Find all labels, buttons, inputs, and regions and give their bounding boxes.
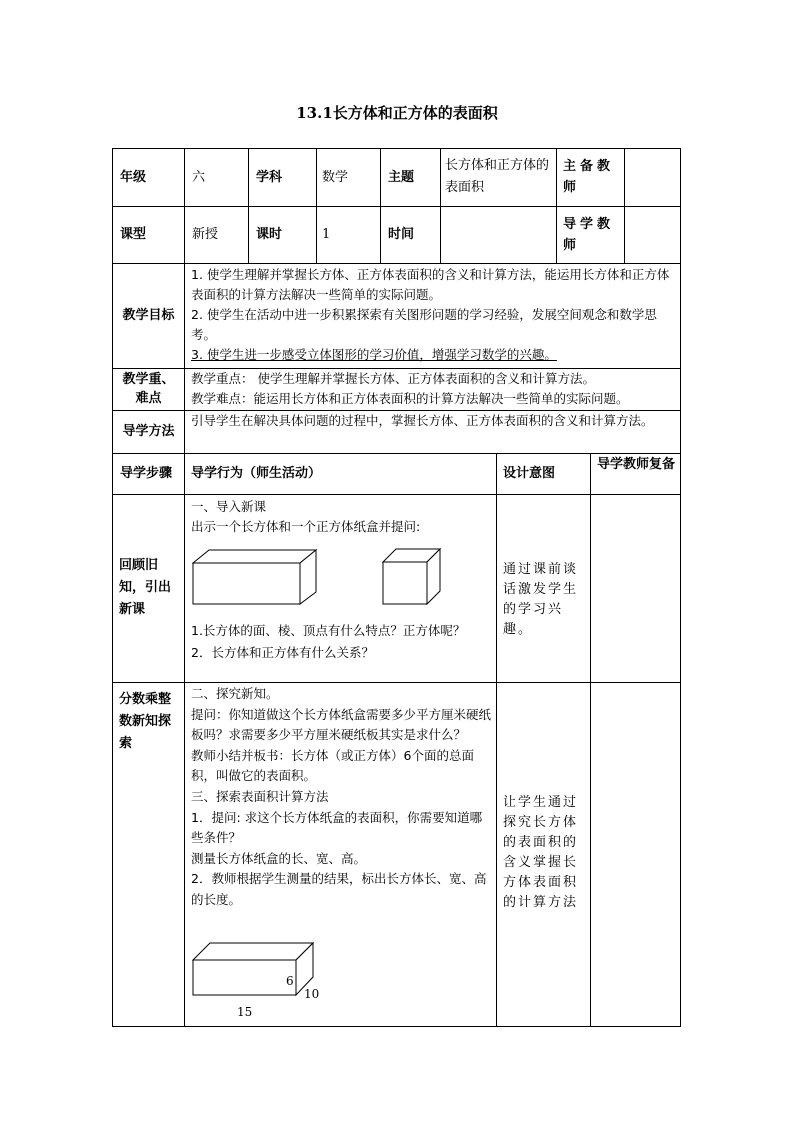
sec2-line: 2．教师根据学生测量的结果，标出长方体长、宽、高的长度。 xyxy=(191,871,487,907)
sec2-line: 二、探究新知。 xyxy=(191,686,279,701)
sec1-questions xyxy=(191,620,491,664)
sec2-content xyxy=(191,684,491,911)
header-behavior: 导学行为（师生活动） xyxy=(191,466,322,481)
dim-width: 10 xyxy=(304,987,320,1001)
subject-label: 学科 xyxy=(256,169,283,185)
guide-teacher-label: 导学教师 xyxy=(563,216,615,253)
header-review: 导学教师复备 xyxy=(597,457,676,472)
time-value xyxy=(445,206,553,263)
sec1-question: 1.长方体的面、棱、顶点有什么特点？正方体呢？ xyxy=(191,623,466,638)
key-points xyxy=(191,369,677,409)
sec1-prompt: 出示一个长方体和一个正方体纸盒并提问: xyxy=(191,519,421,534)
time-label: 时间 xyxy=(388,227,415,242)
period-value: 1 xyxy=(322,227,331,242)
goal-item: 1. 使学生理解并掌握长方体、正方体表面积的含义和计算方法，能运用长方体和正方体表面积的计算方法解决一些简单的实际问题。 xyxy=(191,267,670,302)
goals-label: 教学目标 xyxy=(122,308,175,323)
sec2-step: 分数乘整数新知探索 xyxy=(119,692,172,751)
header-intent: 设计意图 xyxy=(503,466,556,481)
key-difficulty: 教学难点：能运用长方体和正方体表面积的计算方法解决一些简单的实际问题。 xyxy=(191,391,629,406)
type-value: 新授 xyxy=(192,227,219,242)
method-label: 导学方法 xyxy=(122,424,175,439)
goal-item: 2. 使学生在活动中进一步积累探索有关图形问题的学习经验，发展空间观念和数学思考。 xyxy=(191,307,657,342)
dim-height: 6 xyxy=(286,974,294,988)
guide-teacher-value xyxy=(628,206,678,263)
sec2-line: 1．提问: 求这个长方体纸盒的表面积，你需要知道哪些条件？ xyxy=(191,809,483,846)
method-text: 引导学生在解决具体问题的过程中，掌握长方体、正方体表面积的含义和计算方法。 xyxy=(191,413,654,428)
subject-value: 数学 xyxy=(322,169,349,185)
sec1-intent: 通过课前谈话激发学生的学习兴趣。 xyxy=(503,562,579,637)
sec1-step: 回顾旧知，引出新课 xyxy=(119,558,172,617)
page-title: 13.1长方体和正方体的表面积 xyxy=(296,104,498,122)
type-label: 课型 xyxy=(120,227,147,242)
key-label: 教学重、难点 xyxy=(122,372,175,406)
lead-teacher-value xyxy=(628,148,678,206)
sec1-question: 2．长方体和正方体有什么关系？ xyxy=(191,645,374,660)
dim-length: 15 xyxy=(237,1005,253,1019)
sec2-line: 教师小结并板书：长方体（或正方体）6个面的总面积，叫做它的表面积。 xyxy=(191,747,474,784)
sec2-intent: 让学生通过探究长方体的表面积的含义掌握长方体表面积的计算方法 xyxy=(503,795,579,910)
goal-item: 3. 使学生进一步感受立体图形的学习价值，增强学习数学的兴趣。 xyxy=(191,347,557,362)
sec2-line: 提问：你知道做这个长方体纸盒需要多少平方厘米硬纸板吗？求需要多少平方厘米硬纸板其实是求什么？ xyxy=(191,706,492,743)
sec1-intro xyxy=(191,497,491,537)
goals-list xyxy=(191,265,677,365)
header-steps: 导学步骤 xyxy=(120,466,173,481)
topic-value: 长方体和正方体的表面积 xyxy=(445,158,550,195)
key-focus: 教学重点： 使学生理解并掌握长方体、正方体表面积的含义和计算方法。 xyxy=(191,371,595,386)
cuboid-and-cube-figure xyxy=(190,544,450,610)
grade-label: 年级 xyxy=(120,169,147,185)
sec2-line: 三、探索表面积计算方法 xyxy=(191,788,329,804)
grade-value: 六 xyxy=(192,169,206,185)
sec2-line: 测量长方体纸盒的长、宽、高。 xyxy=(191,850,367,866)
period-label: 课时 xyxy=(256,227,283,242)
lead-teacher-label: 主备教师 xyxy=(563,159,615,195)
sec1-heading: 一、导入新课 xyxy=(191,499,267,514)
topic-label: 主题 xyxy=(388,169,415,185)
